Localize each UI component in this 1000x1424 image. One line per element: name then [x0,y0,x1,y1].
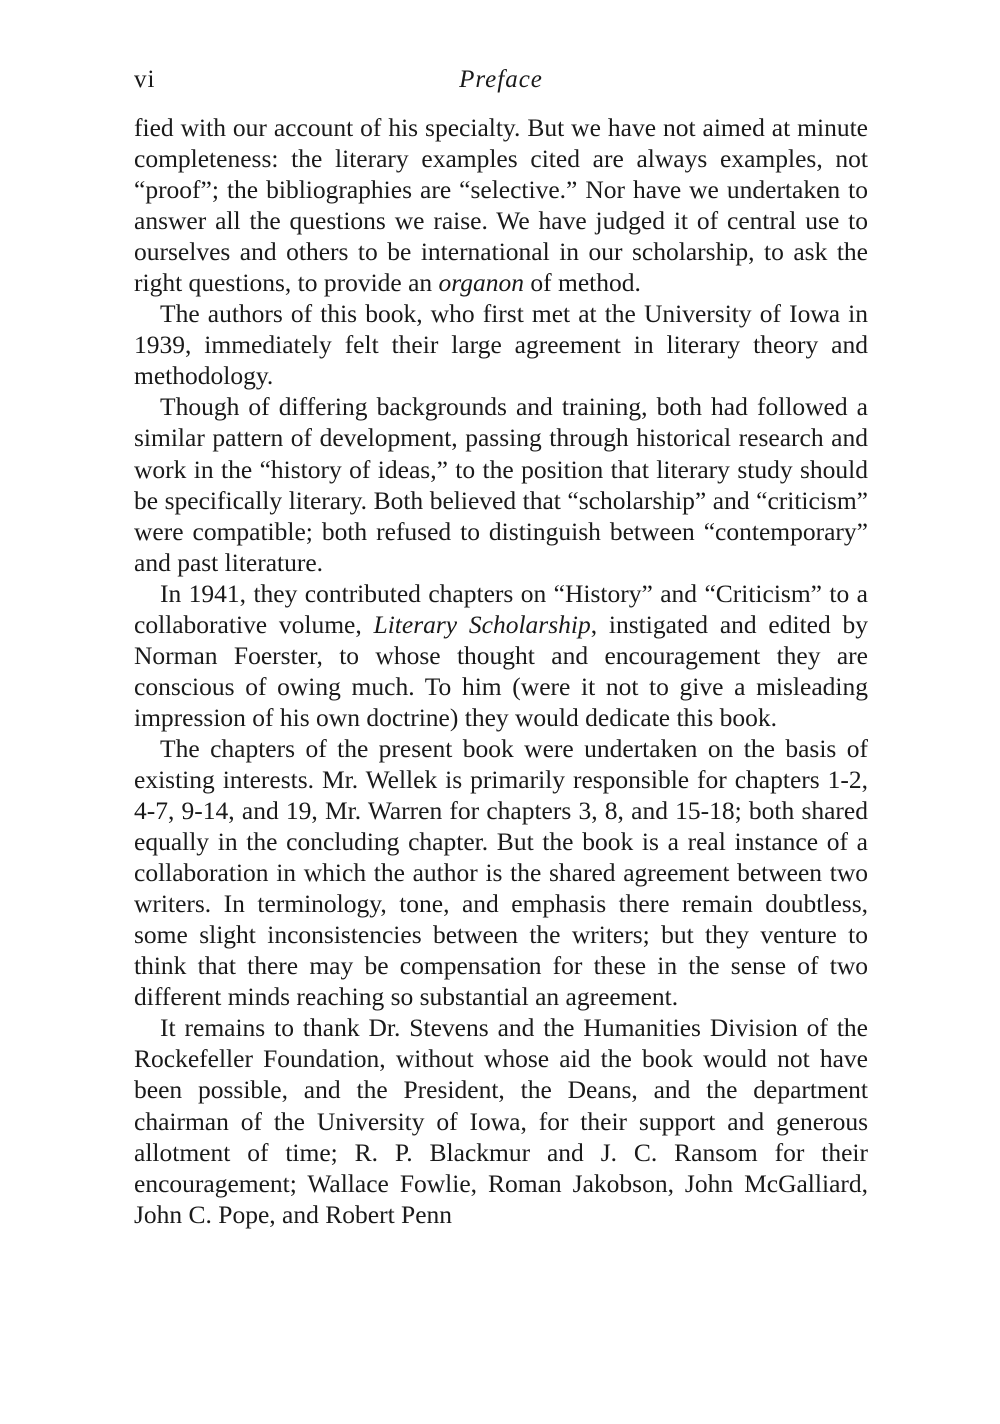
paragraph-2 [134,298,868,391]
paragraph-5-text: The chapters of the present book were undertaken on the basis of existing interests. Mr. Wellek is primarily responsible for chapters 1-2, 4-7, 9-14, and 19, Mr. Warren for chapters 3, 8, and 15-18; both shared equally in the concluding chapter. But the book is a real instance of a collaboration in which the author is the shared agreement between two writers. In terminology, tone, and emphasis there remain doubtless, some slight inconsistencies between the writers; but they venture to think that there may be compensation for these in the sense of two different minds reaching so substantial an agreement. [134,733,868,1012]
running-head: Preface [459,66,543,93]
paragraph-5 [134,733,868,1012]
paragraph-1-italic-organon: organon [438,268,525,298]
page-header [134,64,868,100]
paragraph-4-text-b: , instigated and edited by Norman Foerster, to whose thought and encouragement they are conscious of owing much. To him (were it not to give a misleading impression of his own doctrine) they would dedicate this book. [134,609,868,732]
page-number: vi [134,66,156,93]
paragraph-1-text-b: of method. [524,268,641,298]
paragraph-6-text: It remains to thank Dr. Stevens and the Humanities Division of the Rockefeller Foundation, without whose aid the book would not have been possible, and the President, the Deans, and the department chairman of the University of Iowa, for their support and generous allotment of time; R. P. Blackmur and J. C. Ransom for their encouragement; Wallace Fowlie, Roman Jakobson, John McGalliard, John C. Pope, and Robert Penn [134,1013,868,1229]
paragraph-1-text-a: fied with our account of his specialty. But we have not aimed at minute completeness: the literary examples cited are always examples, not “proof”; the bibliographies are “selective.” Nor have we undertaken to answer all the questions we raise. We have judged it of central use to ourselves and others to be international in our scholarship, to ask the right questions, to provide an [134,113,868,298]
preface-body [134,112,868,1230]
paragraph-3 [134,391,868,577]
paragraph-4 [134,578,868,733]
paragraph-2-text: The authors of this book, who first met at the University of Iowa in 1939, immediately felt their large agreement in literary theory and methodology. [134,299,868,391]
paragraph-1 [134,112,868,298]
paragraph-3-text: Though of differing backgrounds and training, both had followed a similar pattern of development, passing through historical research and work in the “history of ideas,” to the position that literary study should be specifically literary. Both believed that “scholarship” and “criticism” were compatible; both refused to distinguish between “contemporary” and past literature. [134,392,868,577]
paragraph-4-text-a: In 1941, they contributed chapters on “History” and “Criticism” to a collaborative volume, [134,578,868,639]
paragraph-6 [134,1012,868,1229]
paragraph-4-italic-title: Literary Scholarship [373,609,591,639]
